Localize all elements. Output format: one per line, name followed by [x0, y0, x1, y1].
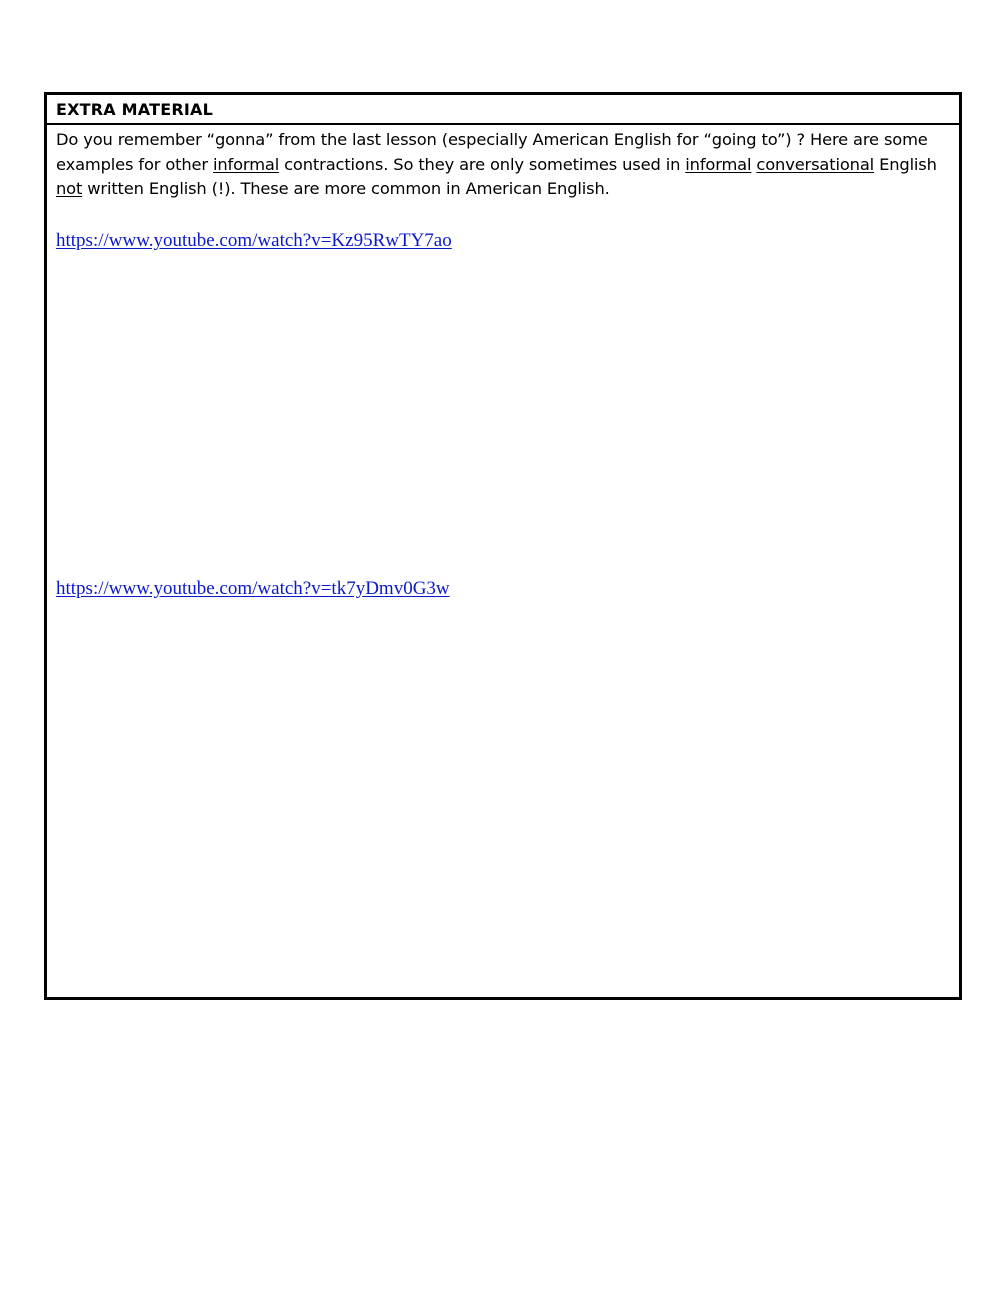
youtube-link-1[interactable]: https://www.youtube.com/watch?v=Kz95RwTY7ao: [56, 230, 452, 251]
extra-material-box: [44, 92, 962, 1000]
intro-text-part4: English: [874, 154, 937, 174]
intro-text-part5: written English (!). These are more common in American English.: [82, 179, 610, 198]
section-body: [47, 125, 959, 599]
youtube-link-2[interactable]: https://www.youtube.com/watch?v=tk7yDmv0G3w: [56, 578, 450, 599]
intro-paragraph: [56, 128, 949, 202]
not-underlined: not: [56, 179, 83, 198]
informal-underlined-1: informal: [213, 154, 280, 174]
section-title: EXTRA MATERIAL: [47, 95, 959, 125]
informal-underlined-2: informal: [685, 154, 752, 174]
intro-text-part2: contractions. So they are only sometimes used in: [279, 154, 686, 174]
conversational-underlined: conversational: [756, 154, 875, 174]
intro-text-part1: Do you remember “gonna” from the last lesson (especially American English for “going to”) ? Here are some examples for other: [56, 130, 928, 174]
